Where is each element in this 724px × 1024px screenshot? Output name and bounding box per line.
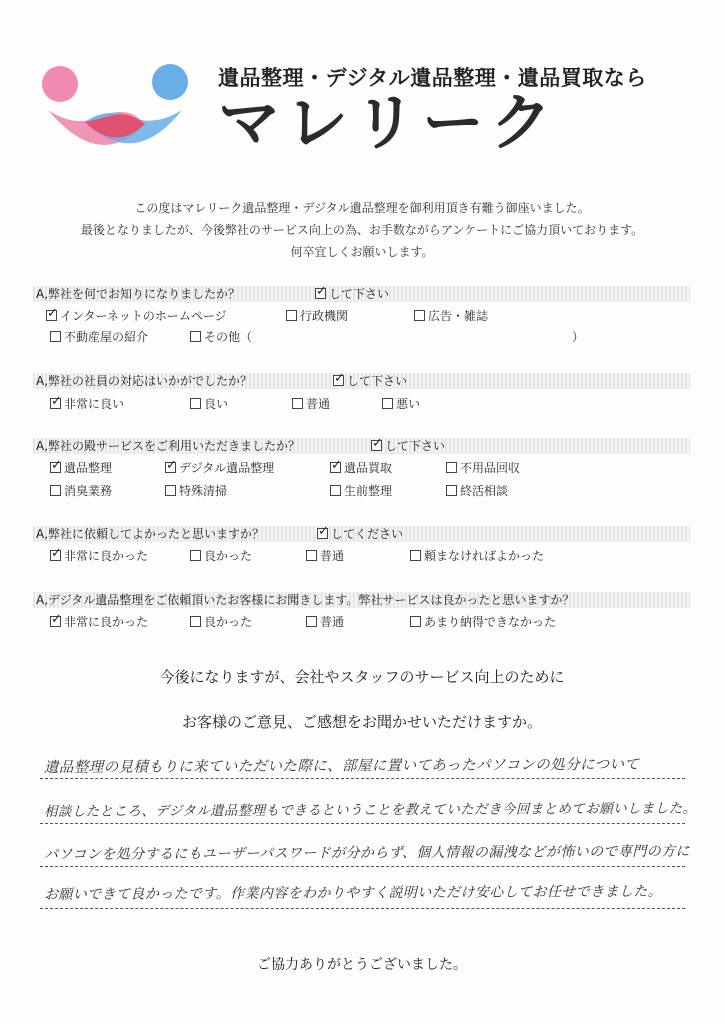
question-3 [33, 438, 690, 454]
checkbox-icon[interactable] [306, 616, 317, 627]
hint-check-icon [315, 288, 326, 299]
hint-check-icon [317, 528, 328, 539]
tagline: 遺品整理・デジタル遺品整理・遺品買取なら [218, 66, 647, 90]
checkbox-icon[interactable] [190, 550, 201, 561]
q5-option-unsatisfied[interactable]: あまり納得できなかった [410, 614, 556, 630]
checkbox-icon[interactable] [292, 398, 303, 409]
checkbox-icon[interactable] [410, 616, 421, 627]
q4-option-very-good[interactable]: ✓非常に良かった [50, 548, 148, 564]
q4-option-good[interactable]: 良かった [190, 548, 252, 564]
checkbox-icon[interactable] [46, 310, 57, 321]
brand-name: マレリーク [218, 86, 559, 159]
comment-rule-1 [40, 778, 685, 779]
q1-option-ads[interactable]: 広告・雑誌 [414, 308, 488, 324]
q2-option-bad[interactable]: 悪い [382, 396, 420, 412]
question-2-hint: ✓ して下さい [333, 373, 407, 389]
checkbox-icon[interactable] [382, 398, 393, 409]
comment-line-1: 遺品整理の見積もりに来ていただいた際に、部屋に置いてあったパソコンの処分について [43, 756, 640, 776]
question-5-text: A,デジタル遺品整理をご依頼頂いたお客様にお聞きします。弊社サービスは良かったと思いますか？ [36, 593, 575, 607]
question-3-hint: ✓ して下さい [371, 438, 445, 454]
question-4 [33, 526, 690, 542]
q2-option-normal[interactable]: 普通 [292, 396, 330, 412]
q1-option-internet[interactable]: ✓インターネットのホームページ [46, 308, 227, 324]
q1-option-realestate[interactable]: 不動産屋の紹介 [50, 329, 148, 345]
question-5 [33, 592, 690, 608]
checkbox-icon[interactable] [50, 398, 61, 409]
question-1-hint: ✓ して下さい [315, 286, 389, 302]
checkbox-icon[interactable] [50, 550, 61, 561]
question-4-text: A,弊社に依頼してよかったと思いますか？ [36, 527, 265, 541]
q4-option-normal[interactable]: 普通 [306, 548, 344, 564]
q5-option-good[interactable]: 良かった [190, 614, 252, 630]
intro-line-1: この度はマレリーク遺品整理・デジタル遺品整理を御利用頂き有難う御座いました。 [134, 201, 590, 215]
checkbox-icon[interactable] [165, 462, 176, 473]
comment-line-3: パソコンを処分するにもユーザーパスワードが分からず、個人情報の漏洩などが怖いので専門の方に [43, 843, 690, 863]
checkbox-icon[interactable] [190, 616, 201, 627]
checkbox-icon[interactable] [50, 616, 61, 627]
question-1-text: A,弊社を何でお知りになりましたか？ [36, 287, 241, 301]
hint-check-icon [333, 375, 344, 386]
q1-option-government[interactable]: 行政機関 [286, 308, 348, 324]
comment-line-2: 相談したところ、デジタル遺品整理もできるということを教えていただき今回まとめてお願いしました。 [43, 800, 697, 820]
q3-option-shoushuu[interactable]: 消臭業務 [50, 483, 112, 499]
q1-other-close-paren: ） [572, 330, 585, 344]
question-4-hint: ✓ してください [317, 526, 403, 542]
checkbox-icon[interactable] [50, 462, 61, 473]
intro-line-3: 何卒宜しくお願いします。 [290, 245, 434, 259]
q5-option-normal[interactable]: 普通 [306, 614, 344, 630]
q3-option-shukatsu[interactable]: 終活相談 [446, 483, 508, 499]
q2-option-very-good[interactable]: ✓非常に良い [50, 396, 124, 412]
question-1 [33, 286, 690, 302]
logo-blue-circle [152, 64, 188, 100]
comment-line-4: お願いできて良かったです。作業内容をわかりやすく説明いただけ安心してお任せできました。 [43, 883, 663, 903]
intro-line-2: 最後となりましたが、今後弊社のサービス向上の為、お手数ながらアンケートにご協力頂いております。 [80, 223, 644, 237]
q3-option-seizen[interactable]: 生前整理 [330, 483, 392, 499]
question-2-text: A,弊社の社員の対応はいかがでしたか？ [36, 374, 253, 388]
thanks-message: ご協力ありがとうございました。 [257, 957, 467, 973]
marerique-logo [40, 62, 190, 157]
checkbox-icon[interactable] [446, 485, 457, 496]
logo-pink-circle [42, 66, 78, 102]
q5-option-very-good[interactable]: ✓非常に良かった [50, 614, 148, 630]
checkbox-icon[interactable] [165, 485, 176, 496]
closing-question-line-1: 今後になりますが、会社やスタッフのサービス向上のために [159, 668, 565, 686]
checkbox-icon[interactable] [306, 550, 317, 561]
checkbox-icon[interactable] [50, 485, 61, 496]
comment-rule-4 [40, 908, 685, 909]
q3-option-kaitori[interactable]: ✓ 遺品買取 [330, 460, 392, 476]
question-2 [33, 373, 690, 389]
checkbox-icon[interactable] [330, 462, 341, 473]
q1-option-other[interactable]: その他（ [190, 329, 252, 345]
q3-option-fuyouhin[interactable]: 不用品回収 [446, 460, 520, 476]
checkbox-icon[interactable] [190, 331, 201, 342]
q4-option-regret[interactable]: 頼まなければよかった [410, 548, 544, 564]
q2-option-good[interactable]: 良い [190, 396, 228, 412]
checkbox-icon[interactable] [330, 485, 341, 496]
checkbox-icon[interactable] [286, 310, 297, 321]
checkbox-icon[interactable] [410, 550, 421, 561]
checkbox-icon[interactable] [446, 462, 457, 473]
comment-rule-3 [40, 866, 685, 867]
hint-check-icon [371, 440, 382, 451]
q3-option-digital[interactable]: ✓ デジタル遺品整理 [165, 460, 274, 476]
closing-question-line-2: お客様のご意見、ご感想をお聞かせいただけますか。 [181, 713, 542, 731]
q3-option-tokushu[interactable]: 特殊清掃 [165, 483, 227, 499]
question-3-text: A,弊社の殿サービスをご利用いただきましたか？ [36, 439, 301, 453]
q3-option-ihin-seiri[interactable]: ✓遺品整理 [50, 460, 112, 476]
comment-rule-2 [40, 823, 685, 824]
checkbox-icon[interactable] [414, 310, 425, 321]
checkbox-icon[interactable] [190, 398, 201, 409]
checkbox-icon[interactable] [50, 331, 61, 342]
